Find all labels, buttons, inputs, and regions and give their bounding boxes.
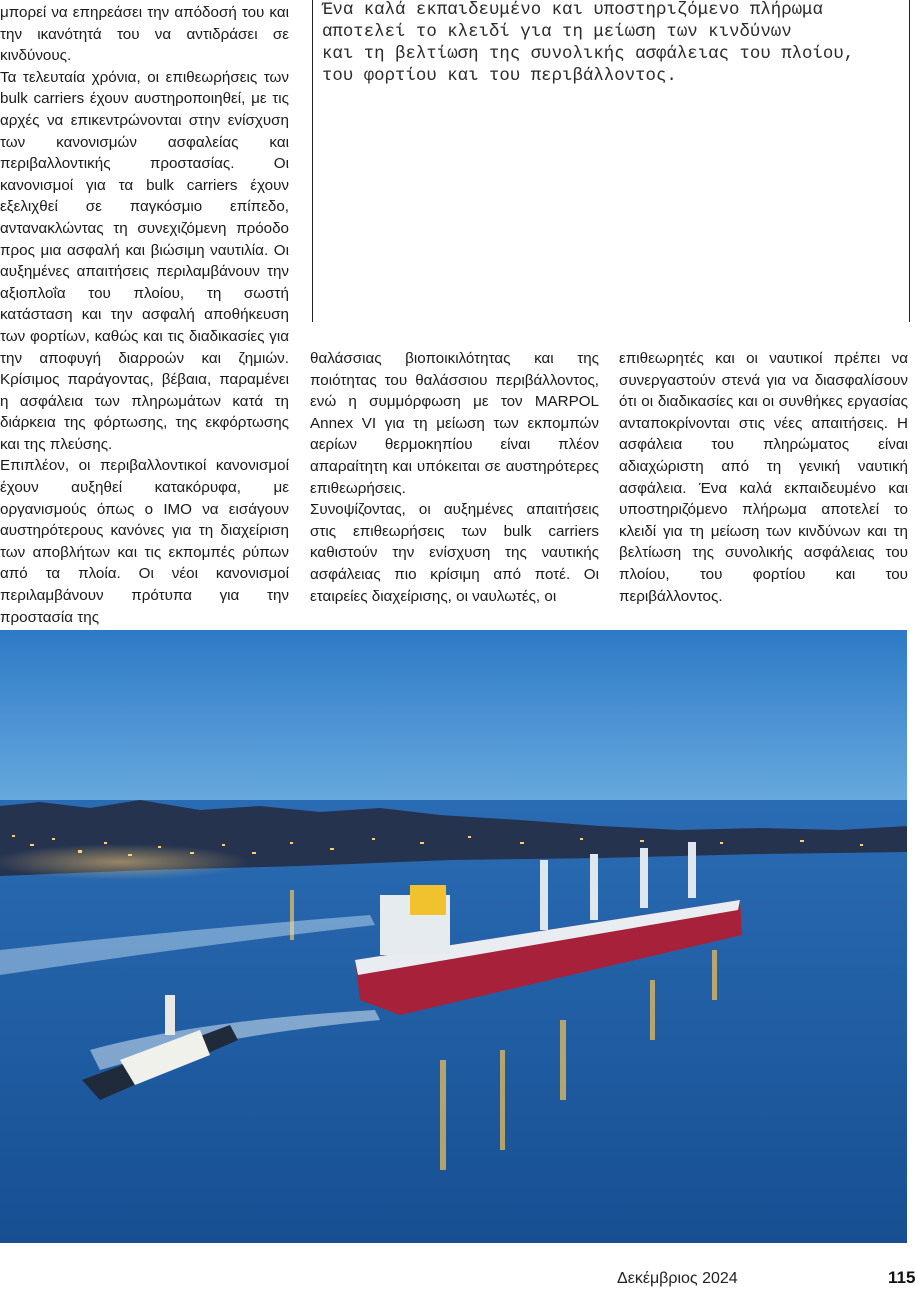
- column1-paragraph-1: μπορεί να επηρεάσει την απόδοσή του και την ικανότητά του να αντιδράσει σε κινδύνους.: [0, 4, 289, 65]
- column2-paragraph-1: θαλάσσιας βιοποικιλότητας και της ποιότητας του θαλάσσιου περιβάλλοντος, ενώ η συμμόρφωση με τον MARPOL Annex VI για τη μείωση των εκπομπών αερίων θερμοκηπίου είναι πλέον απαραίτητη και υπόκειται σε αυστηρότερες επιθεωρήσεις.: [310, 350, 599, 497]
- article-column-3: [619, 348, 908, 607]
- bulk-carrier-harbor-photo: [0, 630, 907, 1243]
- footer-month: Δεκέμβριος 2024: [617, 1270, 738, 1287]
- pull-quote-text: Ένα καλά εκπαιδευμένο και υποστηριζόμενο πλήρωμα αποτελεί το κλειδί για τη μείωση των κινδύνων και τη βελτίωση της συνολικής ασφάλειας του πλοίου, του φορτίου και του περιβάλλοντος.: [322, 1, 855, 86]
- page-number: 115: [888, 1268, 915, 1287]
- column2-paragraph-2: Συνοψίζοντας, οι αυξημένες απαιτήσεις στις επιθεωρήσεις των bulk carriers καθιστούν την ενίσχυση της ναυτικής ασφάλειας πιο κρίσιμη από ποτέ. Οι εταιρείες διαχείρισης, οι ναυλωτές, οι: [310, 501, 599, 605]
- column3-paragraph-1: επιθεωρητές και οι ναυτικοί πρέπει να συνεργαστούν στενά για να διασφαλίσουν ότι οι διαδικασίες και οι συνθήκες εργασίας ανταποκρίνονται στις νέες απαιτήσεις. Η ασφάλεια του πληρώματος είναι αδιαχώριστη από τη γενική ναυτική ασφάλεια. Ένα καλά εκπαιδευμένο και υποστηριζόμενο πλήρωμα αποτελεί το κλειδί για τη μείωση των κινδύνων και τη βελτίωση της συνολικής ασφάλειας του πλοίου, του φορτίου και του περιβάλλοντος.: [619, 350, 908, 605]
- column1-paragraph-2: Τα τελευταία χρόνια, οι επιθεωρήσεις των bulk carriers έχουν αυστηροποιηθεί, με τις αρχές να επικεντρώνονται στην ενίσχυση των κανονισμών ασφαλείας και περιβαλλοντικής προστασίας. Οι κανονισμοί για τα bulk carriers έχουν εξελιχθεί σε παγκόσμιο επίπεδο, αντανακλώντας τη συνεχιζόμενη πρόοδο προς μια ασφαλή και βιώσιμη ναυτιλία. Οι αυξημένες απαιτήσεις περιλαμβάνουν την αξιοπλοΐα του πλοίου, τη σωστή κατάσταση και την ασφαλή αποθήκευση των φορτίων, καθώς και τις διαδικασίες για την αποφυγή διαρροών και ζημιών. Κρίσιμος παράγοντας, βέβαια, παραμένει η ασφάλεια των πληρωμάτων κατά τη διάρκεια της φόρτωσης, της εκφόρτωσης και της πλεύσης.: [0, 68, 289, 453]
- column1-paragraph-3: Επιπλέον, οι περιβαλλοντικοί κανονισμοί έχουν αυξηθεί κατακόρυφα, με οργανισμούς όπως ο IMO να εισάγουν αυστηρότερους κανόνες για τη διαχείριση των αποβλήτων και τις εκπομπές ρύπων από τα πλοία. Οι νέοι κανονισμοί περιλαμβάνουν πρότυπα για την προστασία της: [0, 457, 289, 626]
- sky: [0, 630, 907, 810]
- article-column-1: [0, 2, 289, 628]
- article-column-2: [310, 348, 599, 607]
- pull-quote: [312, 0, 910, 322]
- shore-glow: [0, 844, 250, 880]
